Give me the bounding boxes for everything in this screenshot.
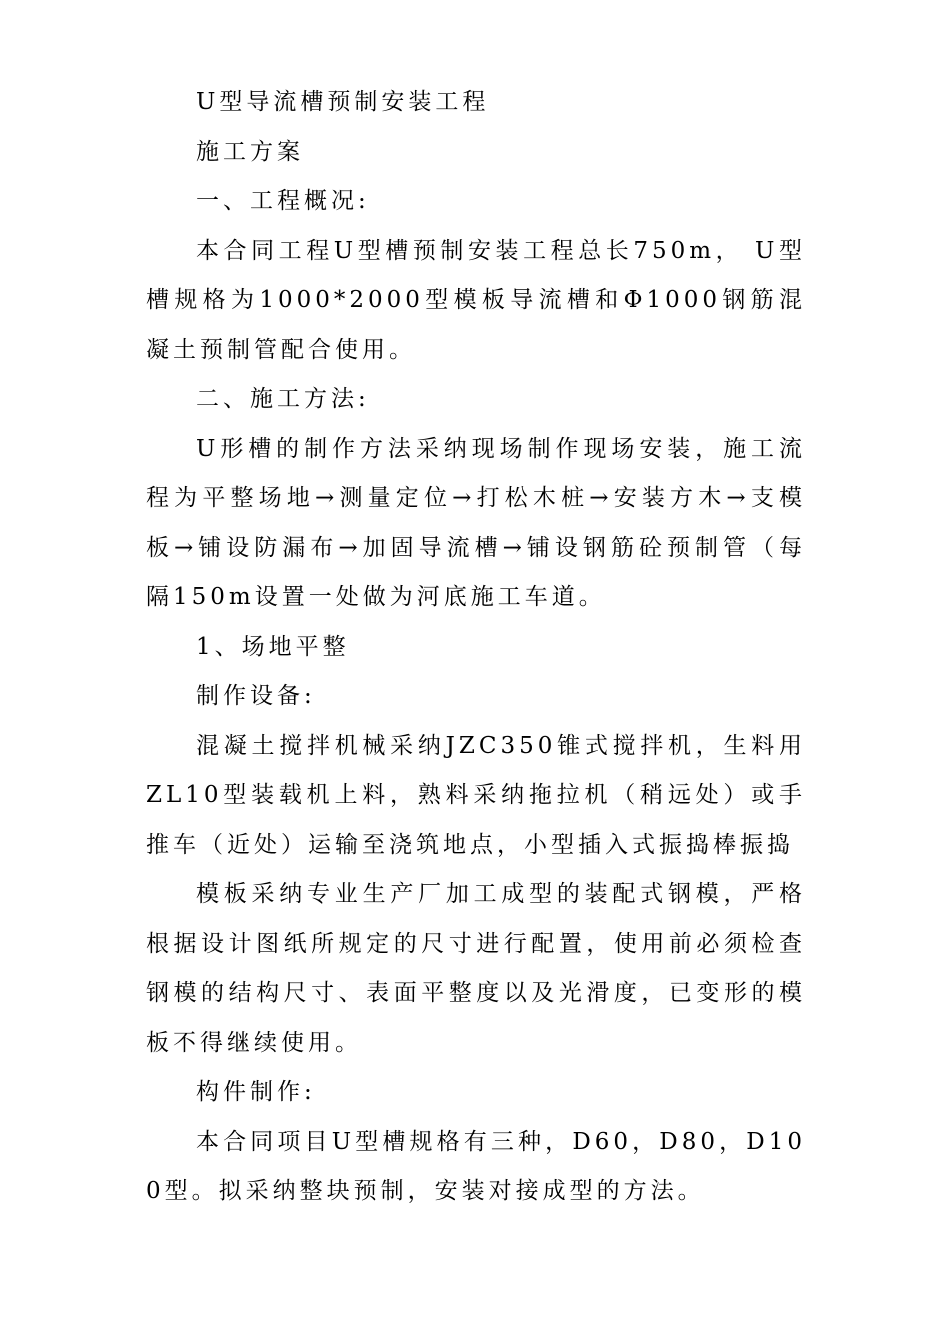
subheading-component-fabrication: 构件制作: [196, 1079, 316, 1105]
paragraph-equipment: 混凝土搅拌机械采纳JZC350锥式搅拌机，生料用ZL10型装载机上料，熟料采纳拖拉机（稍远处）或手推车（近处）运输至浇筑地点，小型插入式振捣棒振捣 [146, 732, 806, 858]
paragraph-method: U形槽的制作方法采纳现场制作现场安装，施工流程为平整场地→测量定位→打松木桩→安装方木→支模板→铺设防漏布→加固导流槽→铺设钢筋砼预制管（每隔150m设置一处做为河底施工车道。 [146, 435, 806, 610]
subheading-site-leveling: 1、场地平整 [196, 633, 350, 660]
paragraph-component-fabrication: 本合同项目U型槽规格有三种，D60，D80，D100型。拟采纳整块预制，安装对接成型的方法。 [146, 1128, 806, 1204]
section-heading-overview: 一、工程概况: [196, 188, 370, 214]
document-subtitle: 施工方案 [196, 138, 304, 165]
document-title: U型导流槽预制安装工程 [196, 89, 490, 115]
subheading-equipment: 制作设备: [196, 683, 316, 709]
paragraph-overview: 本合同工程U型槽预制安装工程总长750m， U型槽规格为1000*2000型模板导流槽和Φ1000钢筋混凝土预制管配合使用。 [146, 237, 806, 363]
document-body [146, 78, 806, 1217]
paragraph-formwork: 模板采纳专业生产厂加工成型的装配式钢模，严格根据设计图纸所规定的尺寸进行配置，使用前必须检查钢模的结构尺寸、表面平整度以及光滑度，已变形的模板不得继续使用。 [146, 881, 806, 1056]
section-heading-method: 二、施工方法: [196, 386, 370, 412]
